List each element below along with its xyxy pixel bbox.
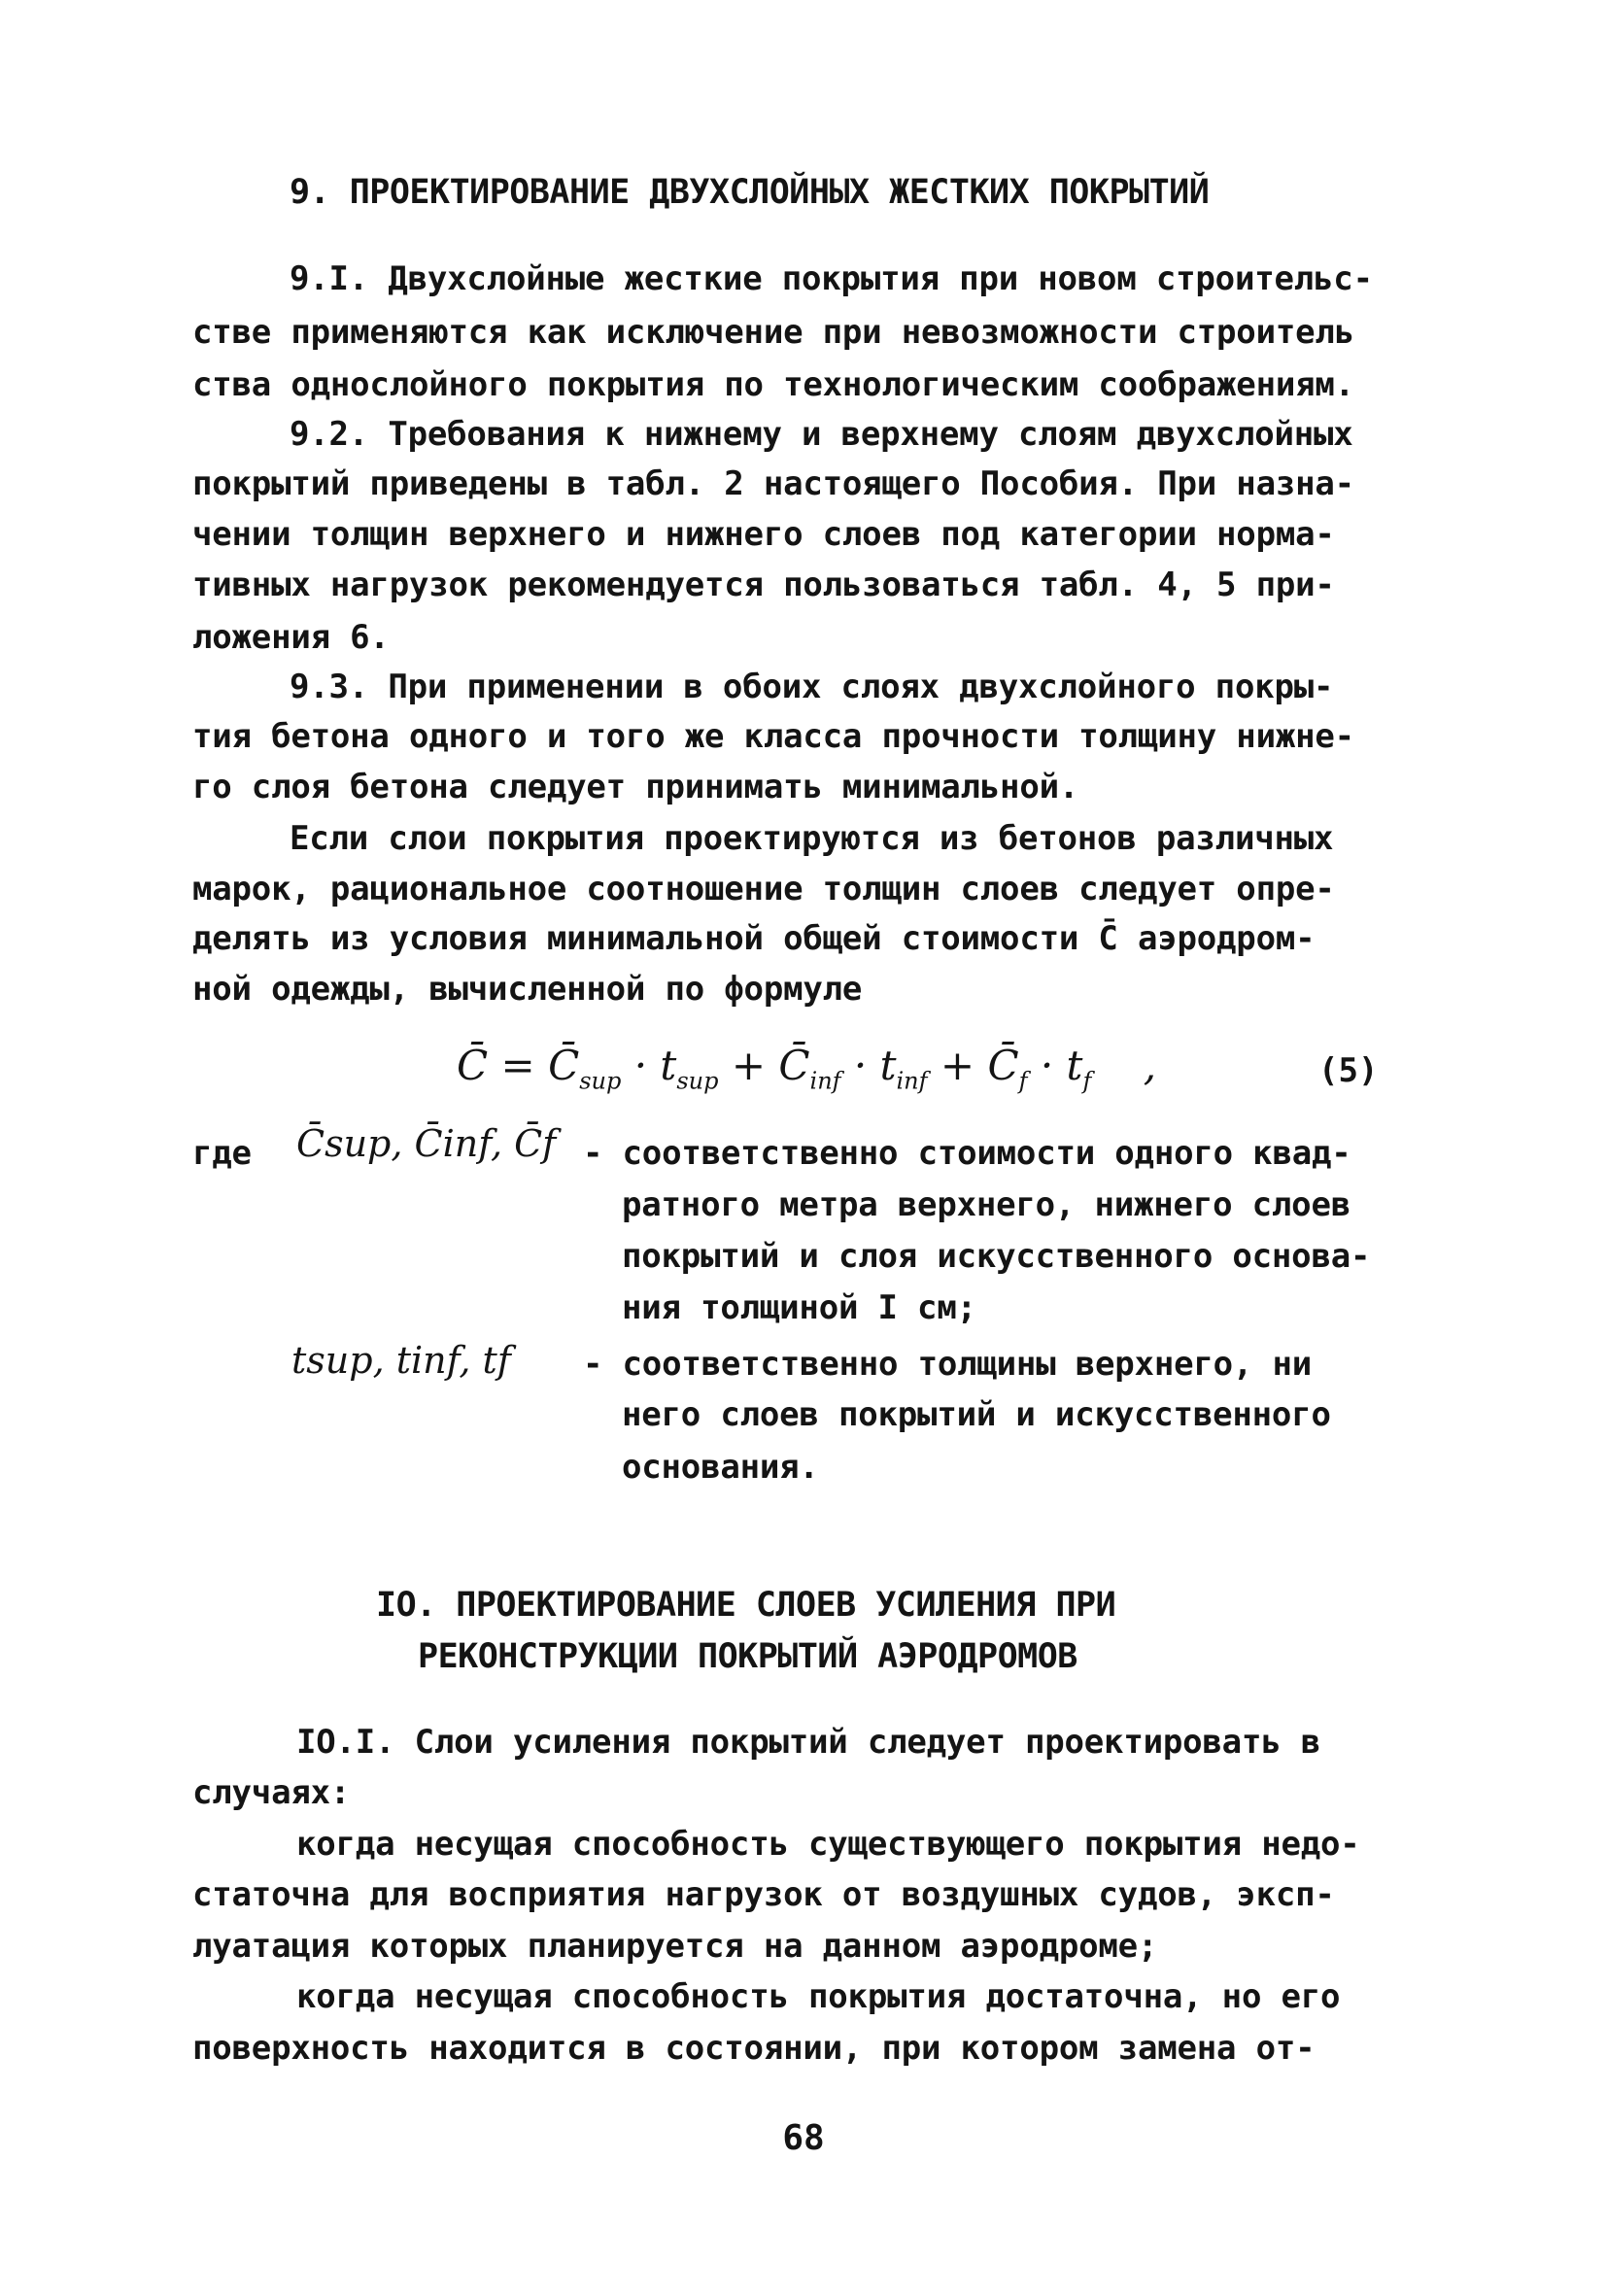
formula-sub-sup-2: sup (676, 1067, 719, 1095)
formula-plus-2: + (940, 1042, 975, 1089)
formula-dot-1: · (633, 1042, 648, 1089)
where-def-1-line-3: покрытий и слоя искусственного основа- (622, 1237, 1371, 1276)
paragraph-9-1-line-1: 9.I. Двухслойные жесткие покрытия при новом строительс- (290, 259, 1373, 298)
case-1-line-3: луатация которых планируется на данном аэродроме; (192, 1927, 1158, 1966)
paragraph-10-1-line-1: IO.I. Слои усиления покрытий следует проектировать в (296, 1723, 1321, 1762)
case-2-line-1: когда несущая способность покрытия достаточна, но его (296, 1977, 1341, 2016)
paragraph-9-1-line-3: ства однослойного покрытия по технологическим соображениям. (192, 365, 1354, 404)
formula-c-bar: C̄ (457, 1042, 489, 1089)
formula-c-sup: C̄ (548, 1042, 580, 1089)
case-1-line-1: когда несущая способность существующего покрытия недо- (296, 1825, 1360, 1864)
formula-t-inf: t (879, 1042, 897, 1089)
paragraph-9-4-line-4: ной одежды, вычисленной по формуле (192, 970, 863, 1009)
paragraph-9-4-line-1: Если слои покрытия проектируются из бетонов различных (290, 819, 1334, 858)
where-symbols-2: tsup, tinf, tf (291, 1339, 511, 1382)
equation-number: (5) (1318, 1051, 1379, 1090)
formula-sub-f-2: f (1082, 1067, 1092, 1095)
formula-equals: = (500, 1042, 535, 1089)
formula-c-inf: C̄ (778, 1042, 810, 1089)
formula-sub-inf: inf (809, 1067, 841, 1095)
where-def-1-line-2: ратного метра верхнего, нижнего слоев (622, 1185, 1351, 1224)
where-label: где (192, 1134, 252, 1173)
formula-dot-2: · (853, 1042, 868, 1089)
case-1-line-2: статочна для восприятия нагрузок от воздушных судов, эксп- (192, 1875, 1335, 1914)
paragraph-9-3-line-2: тия бетона одного и того же класса прочности толщину нижне- (192, 717, 1354, 756)
paragraph-9-2-line-5: ложения 6. (192, 618, 390, 657)
paragraph-9-4-line-2: марок, рациональное соотношение толщин слоев следует опре- (192, 870, 1335, 908)
where-symbols-1: C̄sup, C̄inf, C̄f (296, 1122, 557, 1165)
where-def-2-line-1: - соответственно толщины верхнего, ни (583, 1345, 1312, 1384)
paragraph-9-2-line-3: чении толщин верхнего и нижнего слоев под категории норма- (192, 515, 1335, 554)
formula-5 (457, 1042, 1156, 1094)
paragraph-10-1-line-2: случаях: (192, 1773, 351, 1812)
paragraph-9-4-line-3: делять из условия минимальной общей стоимости C̄ аэродром- (192, 919, 1316, 958)
section-10-title-line-2: РЕКОНСТРУКЦИИ ПОКРЫТИЙ АЭРОДРОМОВ (418, 1637, 1077, 1676)
formula-plus-1: + (731, 1042, 767, 1089)
where-def-2-line-2: него слоев покрытий и искусственного (622, 1395, 1331, 1434)
paragraph-9-2-line-2: покрытий приведены в табл. 2 настоящего Пособия. При назна- (192, 464, 1354, 503)
section-10-title-line-1: IO. ПРОЕКТИРОВАНИЕ СЛОЕВ УСИЛЕНИЯ ПРИ (376, 1586, 1116, 1625)
where-def-1-line-4: ния толщиной I см; (622, 1288, 976, 1327)
where-def-1-line-1: - соответственно стоимости одного квад- (583, 1134, 1351, 1173)
formula-sub-f: f (1018, 1067, 1028, 1095)
formula-t-f: t (1066, 1042, 1083, 1089)
paragraph-9-1-line-2: стве применяются как исключение при невозможности строитель (192, 313, 1354, 352)
paragraph-9-3-line-1: 9.3. При применении в обоих слоях двухслойного покры- (290, 668, 1334, 706)
formula-t-sup: t (660, 1042, 677, 1089)
page-number: 68 (782, 2118, 825, 2158)
section-9-title: 9. ПРОЕКТИРОВАНИЕ ДВУХСЛОЙНЫХ ЖЕСТКИХ ПОКРЫТИЙ (290, 173, 1210, 212)
case-2-line-2: поверхность находится в состоянии, при котором замена от- (192, 2029, 1316, 2068)
paragraph-9-3-line-3: го слоя бетона следует принимать минимальной. (192, 768, 1079, 806)
paragraph-9-2-line-1: 9.2. Требования к нижнему и верхнему слоям двухслойных (290, 415, 1353, 454)
where-def-2-line-3: основания. (622, 1448, 819, 1487)
formula-sub-inf-2: inf (896, 1067, 928, 1095)
formula-sub-sup: sup (579, 1067, 622, 1095)
paragraph-9-2-line-4: тивных нагрузок рекомендуется пользоваться табл. 4, 5 при- (192, 565, 1335, 604)
formula-c-f: C̄ (987, 1042, 1019, 1089)
formula-dot-3: · (1040, 1042, 1054, 1089)
formula-comma: , (1143, 1042, 1157, 1089)
